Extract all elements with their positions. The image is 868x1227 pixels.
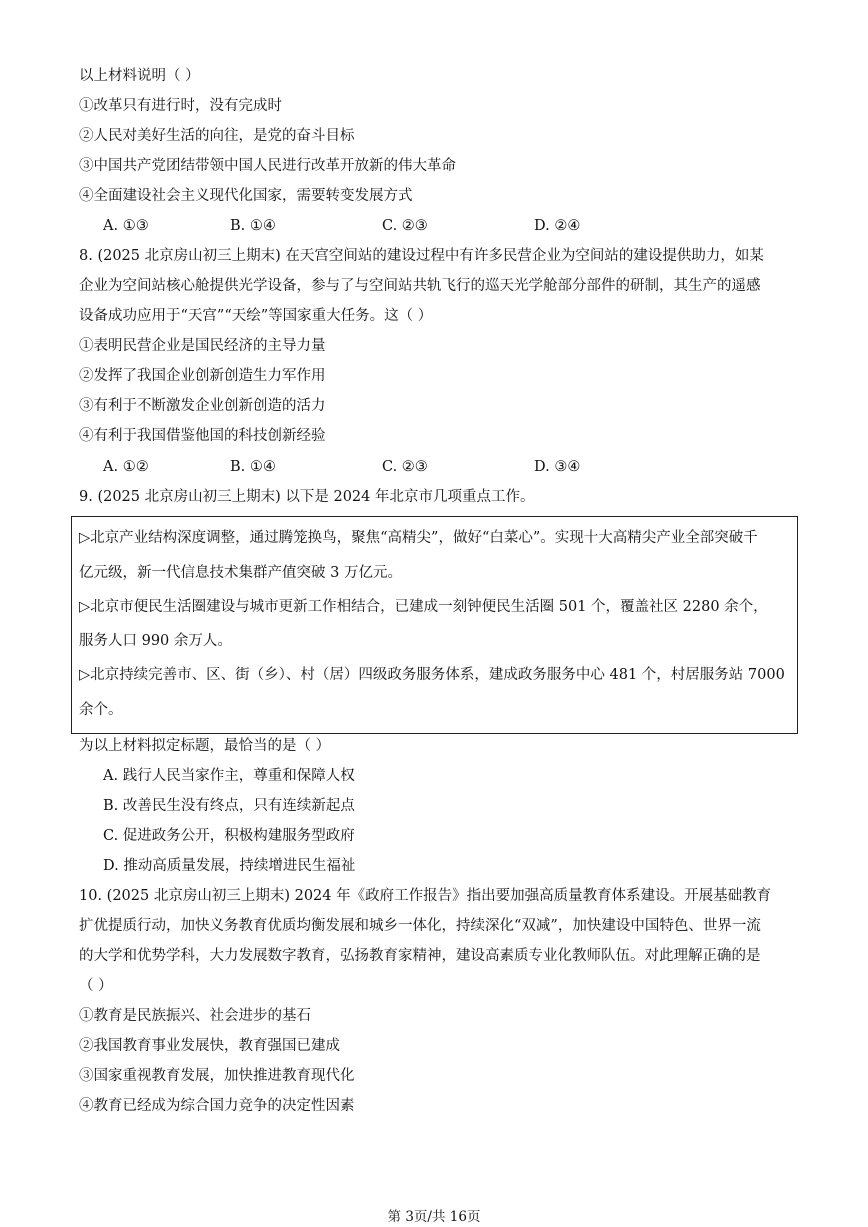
q8-item: ①表明民营企业是国民经济的主导力量 (79, 338, 326, 354)
option-c: C. ②③ (382, 459, 428, 475)
q9-option-a: A. 践行人民当家作主，尊重和保障人权 (103, 768, 355, 784)
option-c: C. ②③ (382, 218, 428, 234)
option-d: D. ②④ (534, 218, 581, 234)
page-footer: 第 3页/共 16页 (387, 1209, 481, 1225)
q9-stem: 9. (2025 北京房山初三上期末) 以下是 2024 年北京市几项重点工作。 (79, 489, 535, 505)
option-a: A. ①② (103, 459, 149, 475)
q10-stem-line: （ ） (79, 978, 113, 994)
material-line: 亿元级，新一代信息技术集群产值突破 3 万亿元。 (79, 565, 402, 581)
q10-stem-line: 扩优提质行动，加快义务教育优质均衡发展和城乡一体化，持续深化“双减”，加快建设中国特色、世界一流 (79, 918, 761, 934)
q9-material-box (71, 516, 798, 734)
q8-stem-line: 8. (2025 北京房山初三上期末) 在天宫空间站的建设过程中有许多民营企业为空间站的建设提供助力，如某 (79, 248, 764, 264)
q9-option-b: B. 改善民生没有终点，只有连续新起点 (103, 798, 355, 814)
q8-stem-line: 设备成功应用于“天宫”“天绘”等国家重大任务。这（ ） (79, 308, 433, 324)
q8-stem-line: 企业为空间站核心舱提供光学设备，参与了与空间站共轨飞行的巡天光学舱部分部件的研制，其生产的遥感 (79, 278, 761, 294)
material-line: 余个。 (79, 702, 123, 718)
q7-item: ①改革只有进行时，没有完成时 (79, 98, 282, 114)
q10-item: ③国家重视教育发展，加快推进教育现代化 (79, 1068, 355, 1084)
material-line: 服务人口 990 余万人。 (79, 633, 232, 649)
q10-stem-line: 的大学和优势学科，大力发展数字教育，弘扬教育家精神，建设高素质专业化教师队伍。对此理解正确的是 (79, 948, 761, 964)
q8-item: ②发挥了我国企业创新创造生力军作用 (79, 368, 326, 384)
q7-item: ④全面建设社会主义现代化国家，需要转变发展方式 (79, 188, 413, 204)
material-line: ▷北京市便民生活圈建设与城市更新工作相结合，已建成一刻钟便民生活圈 501 个，覆盖社区 2280 余个， (79, 599, 768, 615)
option-b: B. ①④ (230, 459, 276, 475)
q9-question: 为以上材料拟定标题，最恰当的是（ ） (79, 738, 331, 754)
q8-item: ③有利于不断激发企业创新创造的活力 (79, 398, 326, 414)
q10-item: ①教育是民族振兴、社会进步的基石 (79, 1008, 311, 1024)
q9-option-c: C. 促进政务公开，积极构建服务型政府 (103, 828, 355, 844)
option-a: A. ①③ (103, 218, 149, 234)
material-line: ▷北京产业结构深度调整，通过腾笼换鸟，聚焦“高精尖”，做好“白菜心”。实现十大高精尖产业全部突破千 (79, 530, 758, 546)
q10-stem-line: 10. (2025 北京房山初三上期末) 2024 年《政府工作报告》指出要加强高质量教育体系建设。开展基础教育 (79, 888, 772, 904)
option-b: B. ①④ (230, 218, 276, 234)
q7-item: ②人民对美好生活的向往，是党的奋斗目标 (79, 128, 355, 144)
q9-option-d: D. 推动高质量发展，持续增进民生福祉 (103, 858, 356, 874)
material-line: ▷北京持续完善市、区、街（乡）、村（居）四级政务服务体系，建成政务服务中心 481 个，村居服务站 7000 (79, 667, 785, 683)
q10-item: ④教育已经成为综合国力竞争的决定性因素 (79, 1098, 355, 1114)
q8-item: ④有利于我国借鉴他国的科技创新经验 (79, 428, 326, 444)
q7-item: ③中国共产党团结带领中国人民进行改革开放新的伟大革命 (79, 158, 456, 174)
q7-stem: 以上材料说明（ ） (79, 68, 200, 84)
option-d: D. ③④ (534, 459, 581, 475)
q10-item: ②我国教育事业发展快，教育强国已建成 (79, 1038, 340, 1054)
